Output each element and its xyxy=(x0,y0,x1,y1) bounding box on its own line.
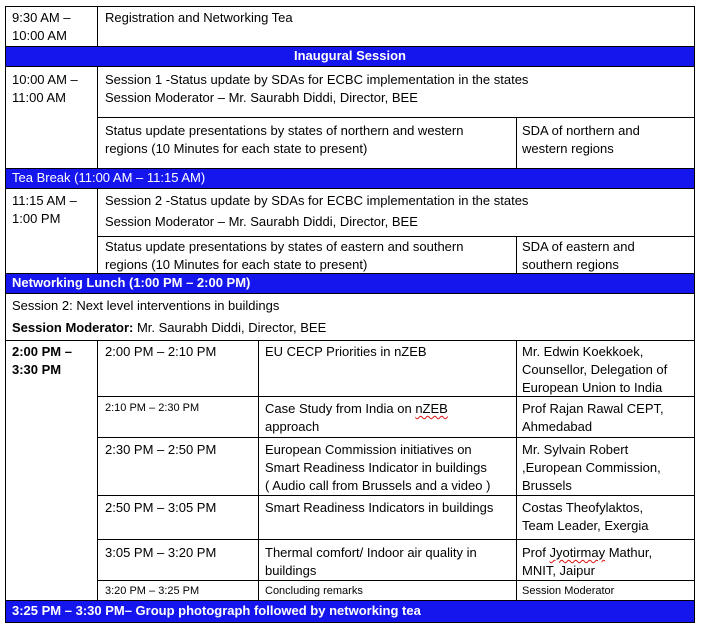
session1-time-line2: 11:00 AM xyxy=(12,90,66,105)
session-next-moderator xyxy=(12,319,326,337)
talk-speaker: Mr. Sylvain Robert xyxy=(522,442,629,457)
registration-time-line2: 10:00 AM xyxy=(12,28,67,43)
moderator-label: Session Moderator: xyxy=(12,320,134,335)
block-time-line1: 2:00 PM – xyxy=(12,344,72,359)
session2-moderator: Session Moderator – Mr. Saurabh Diddi, Director, BEE xyxy=(105,214,418,229)
talk-topic: Smart Readiness Indicator in buildings xyxy=(265,460,487,475)
inaugural-session-title: Inaugural Session xyxy=(294,48,406,63)
registration-activity: Registration and Networking Tea xyxy=(105,10,293,25)
talk-speaker: Mr. Edwin Koekkoek, xyxy=(522,344,644,359)
session1-moderator: Session Moderator – Mr. Saurabh Diddi, Director, BEE xyxy=(105,90,418,105)
talk-topic: Concluding remarks xyxy=(265,585,363,597)
closing-title: 3:25 PM – 3:30 PM– Group photograph followed by networking tea xyxy=(12,603,421,618)
session-next-title: Session 2: Next level interventions in buildings xyxy=(12,298,280,313)
talk-speaker: European Union to India xyxy=(522,380,663,395)
registration-time-line1: 9:30 AM – xyxy=(12,10,71,25)
talk-topic: EU CECP Priorities in nZEB xyxy=(265,344,427,359)
session2-title: Session 2 -Status update by SDAs for ECBC implementation in the states xyxy=(105,193,529,208)
talk-time: 3:20 PM – 3:25 PM xyxy=(105,585,200,597)
talk-topic: buildings xyxy=(265,563,317,578)
session2-detail-line2: regions (10 Minutes for each state to present) xyxy=(105,257,368,272)
talk-speaker: Ahmedabad xyxy=(522,419,593,434)
session1-detail-line1: Status update presentations by states of northern and western xyxy=(105,123,464,138)
session2-time-line1: 11:15 AM – xyxy=(12,193,77,208)
talk-topic: ( Audio call from Brussels and a video ) xyxy=(265,478,491,493)
talk-topic: Case Study from India on nZEB xyxy=(265,401,448,416)
lunch-title: Networking Lunch (1:00 PM – 2:00 PM) xyxy=(12,275,251,290)
session1-time-line1: 10:00 AM – xyxy=(12,72,78,87)
talk-time: 2:10 PM – 2:30 PM xyxy=(105,402,200,414)
session1-by-line2: western regions xyxy=(522,141,614,156)
session2-by-line2: southern regions xyxy=(522,257,619,272)
block-time-line2: 3:30 PM xyxy=(12,362,62,377)
session1-title: Session 1 -Status update by SDAs for ECBC implementation in the states xyxy=(105,72,529,87)
session2-detail-line1: Status update presentations by states of eastern and southern xyxy=(105,239,464,254)
talk-time: 2:50 PM – 3:05 PM xyxy=(105,500,217,515)
talk-topic: European Commission initiatives on xyxy=(265,442,472,457)
talk-speaker: Costas Theofylaktos, xyxy=(522,500,644,515)
talk-speaker: Prof Jyotirmay Mathur, xyxy=(522,545,653,560)
talk-time: 3:05 PM – 3:20 PM xyxy=(105,545,217,560)
talk-speaker: Counsellor, Delegation of xyxy=(522,362,668,377)
talk-time: 2:00 PM – 2:10 PM xyxy=(105,344,217,359)
moderator-name: Mr. Saurabh Diddi, Director, BEE xyxy=(133,320,327,335)
talk-speaker: Session Moderator xyxy=(522,585,615,597)
session1-by-line1: SDA of northern and xyxy=(522,123,640,138)
talk-topic: Thermal comfort/ Indoor air quality in xyxy=(265,545,477,560)
talk-topic: Smart Readiness Indicators in buildings xyxy=(265,500,494,515)
session1-detail-line2: regions (10 Minutes for each state to present) xyxy=(105,141,368,156)
talk-topic: approach xyxy=(265,419,320,434)
tea-break-title: Tea Break (11:00 AM – 11:15 AM) xyxy=(12,170,206,185)
talk-speaker: MNIT, Jaipur xyxy=(522,563,595,578)
talk-speaker: Brussels xyxy=(522,478,572,493)
session2-time-line2: 1:00 PM xyxy=(12,211,61,226)
talk-time: 2:30 PM – 2:50 PM xyxy=(105,442,217,457)
session2-by-line1: SDA of eastern and xyxy=(522,239,635,254)
talk-speaker: Prof Rajan Rawal CEPT, xyxy=(522,401,664,416)
talk-speaker: ,European Commission, xyxy=(522,460,661,475)
talk-speaker: Team Leader, Exergia xyxy=(522,518,649,533)
